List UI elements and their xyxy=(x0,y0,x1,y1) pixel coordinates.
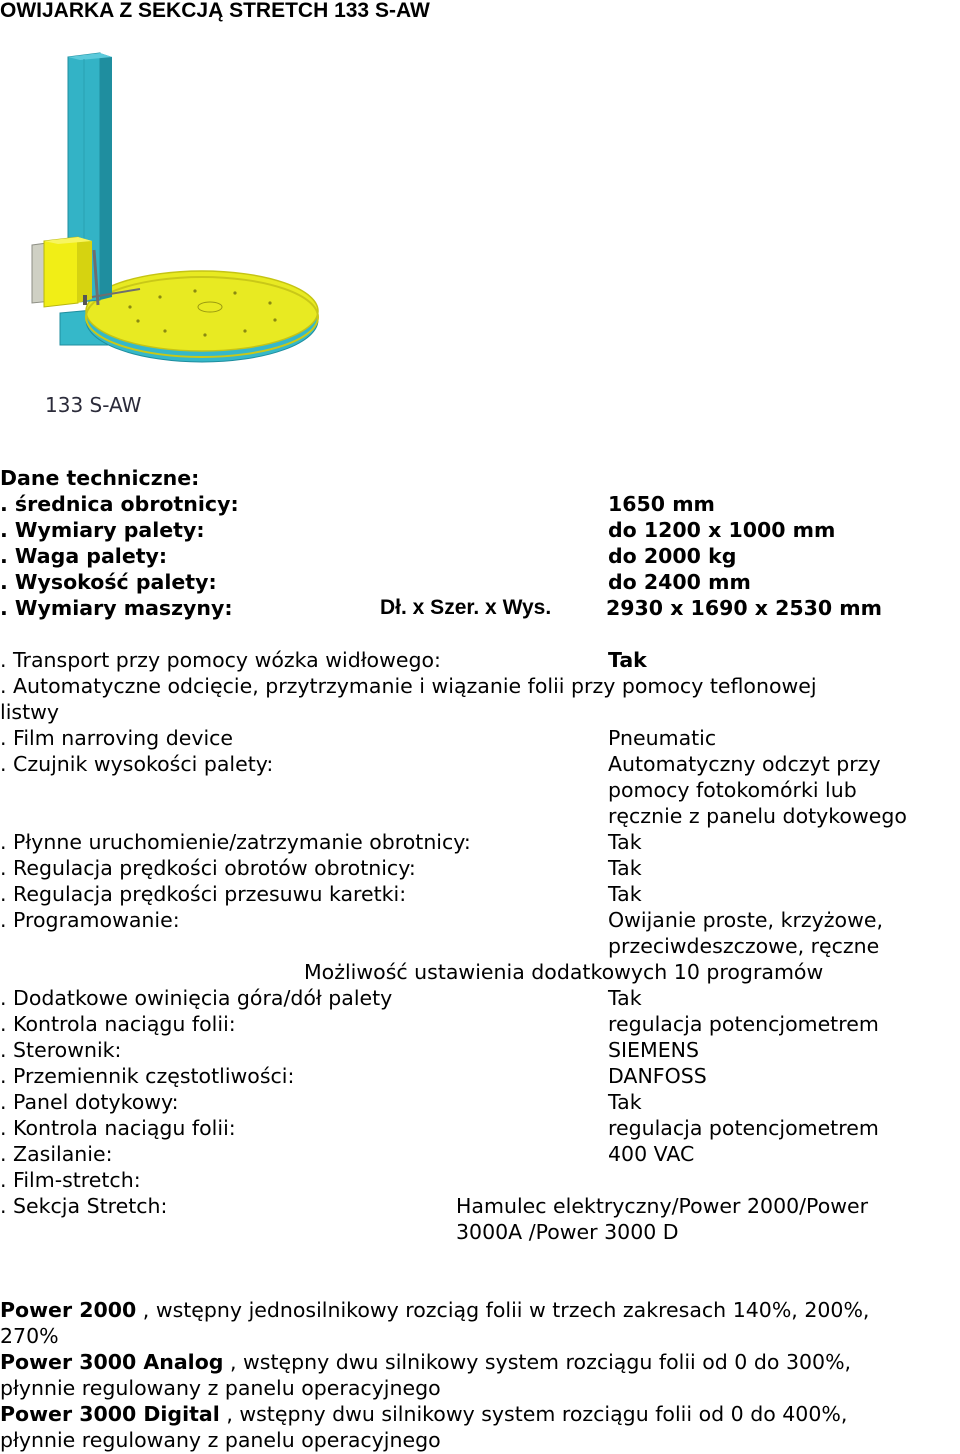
spec-value: Tak xyxy=(608,986,642,1010)
spec-label: . Waga palety: xyxy=(0,544,168,568)
spec-label: . Programowanie: xyxy=(0,908,180,932)
tech-heading: Dane techniczne: xyxy=(0,466,200,490)
power-desc-line: 270% xyxy=(0,1324,59,1348)
spec-value: 1650 mm xyxy=(608,492,715,516)
spec-value: regulacja potencjometrem xyxy=(608,1116,879,1140)
spec-label: . Zasilanie: xyxy=(0,1142,113,1166)
auto-cut-line-2: listwy xyxy=(0,700,60,724)
spec-label: . średnica obrotnicy: xyxy=(0,492,239,516)
programming-extra: Możliwość ustawienia dodatkowych 10 programów xyxy=(304,960,824,984)
power-desc-line xyxy=(0,1349,851,1375)
spec-value: Tak xyxy=(608,830,642,854)
auto-cut-line-1: . Automatyczne odcięcie, przytrzymanie i wiązanie folii przy pomocy teflonowej xyxy=(0,674,817,698)
spec-label: . Płynne uruchomienie/zatrzymanie obrotnicy: xyxy=(0,830,471,854)
power-name: Power 3000 Digital xyxy=(0,1402,220,1426)
spec-label: . Panel dotykowy: xyxy=(0,1090,179,1114)
spec-value: przeciwdeszczowe, ręczne xyxy=(608,934,880,958)
spec-value: Owijanie proste, krzyżowe, xyxy=(608,908,883,932)
power-desc: , wstępny jednosilnikowy rozciąg folii w trzech zakresach 140%, 200%, xyxy=(136,1298,870,1322)
spec-value: pomocy fotokomórki lub xyxy=(608,778,857,802)
spec-label: . Transport przy pomocy wózka widłowego: xyxy=(0,648,441,672)
spec-value: 400 VAC xyxy=(608,1142,695,1166)
power-desc-line xyxy=(0,1401,847,1427)
spec-label: . Regulacja prędkości obrotów obrotnicy: xyxy=(0,856,416,880)
machine-illustration xyxy=(20,45,330,365)
spec-value: regulacja potencjometrem xyxy=(608,1012,879,1036)
mast-column-side xyxy=(100,53,112,300)
spec-label: . Sterownik: xyxy=(0,1038,122,1062)
spec-value: Pneumatic xyxy=(608,726,717,750)
spec-value: Automatyczny odczyt przy xyxy=(608,752,881,776)
spec-label: . Regulacja prędkości przesuwu karetki: xyxy=(0,882,407,906)
power-desc-line: płynnie regulowany z panelu operacyjnego xyxy=(0,1428,441,1452)
spec-label: . Wysokość palety: xyxy=(0,570,217,594)
spec-value: SIEMENS xyxy=(608,1038,699,1062)
film-stretch-label: . Film-stretch: xyxy=(0,1168,141,1192)
machine-dims-label: . Wymiary maszyny: xyxy=(0,596,233,620)
stretch-section-value: Hamulec elektryczny/Power 2000/Power xyxy=(456,1194,869,1218)
spec-label: . Czujnik wysokości palety: xyxy=(0,752,274,776)
power-name: Power 2000 xyxy=(0,1298,137,1322)
stretch-section-value: 3000A /Power 3000 D xyxy=(456,1220,679,1244)
page-title: OWIJARKA Z SEKCJĄ STRETCH 133 S-AW xyxy=(0,0,430,22)
power-desc: , wstępny dwu silnikowy system rozciągu folii od 0 do 300%, xyxy=(223,1350,852,1374)
spec-value: ręcznie z panelu dotykowego xyxy=(608,804,907,828)
spec-label: . Kontrola naciągu folii: xyxy=(0,1012,236,1036)
spec-value: Tak xyxy=(608,1090,642,1114)
spec-value: do 2000 kg xyxy=(608,544,737,568)
spec-label: . Przemiennik częstotliwości: xyxy=(0,1064,295,1088)
image-caption: 133 S-AW xyxy=(45,393,142,417)
spec-label: . Kontrola naciągu folii: xyxy=(0,1116,236,1140)
control-panel xyxy=(44,237,78,307)
spec-value: Tak xyxy=(608,856,642,880)
spec-value: Tak xyxy=(608,648,647,672)
spec-value: do 1200 x 1000 mm xyxy=(608,518,836,542)
power-desc: , wstępny dwu silnikowy system rozciągu folii od 0 do 400%, xyxy=(219,1402,848,1426)
spec-label: . Film narroving device xyxy=(0,726,234,750)
power-desc-line: płynnie regulowany z panelu operacyjnego xyxy=(0,1376,441,1400)
spec-label: . Dodatkowe owinięcia góra/dół palety xyxy=(0,986,393,1010)
power-desc-line xyxy=(0,1297,869,1323)
machine-dims-axes: Dł. x Szer. x Wys. xyxy=(380,596,552,619)
power-name: Power 3000 Analog xyxy=(0,1350,224,1374)
spec-value: do 2400 mm xyxy=(608,570,751,594)
spec-label: . Wymiary palety: xyxy=(0,518,205,542)
spec-value: Tak xyxy=(608,882,642,906)
spec-value: DANFOSS xyxy=(608,1064,707,1088)
machine-dims-value: 2930 x 1690 x 2530 mm xyxy=(606,596,883,620)
stretch-section-label: . Sekcja Stretch: xyxy=(0,1194,168,1218)
